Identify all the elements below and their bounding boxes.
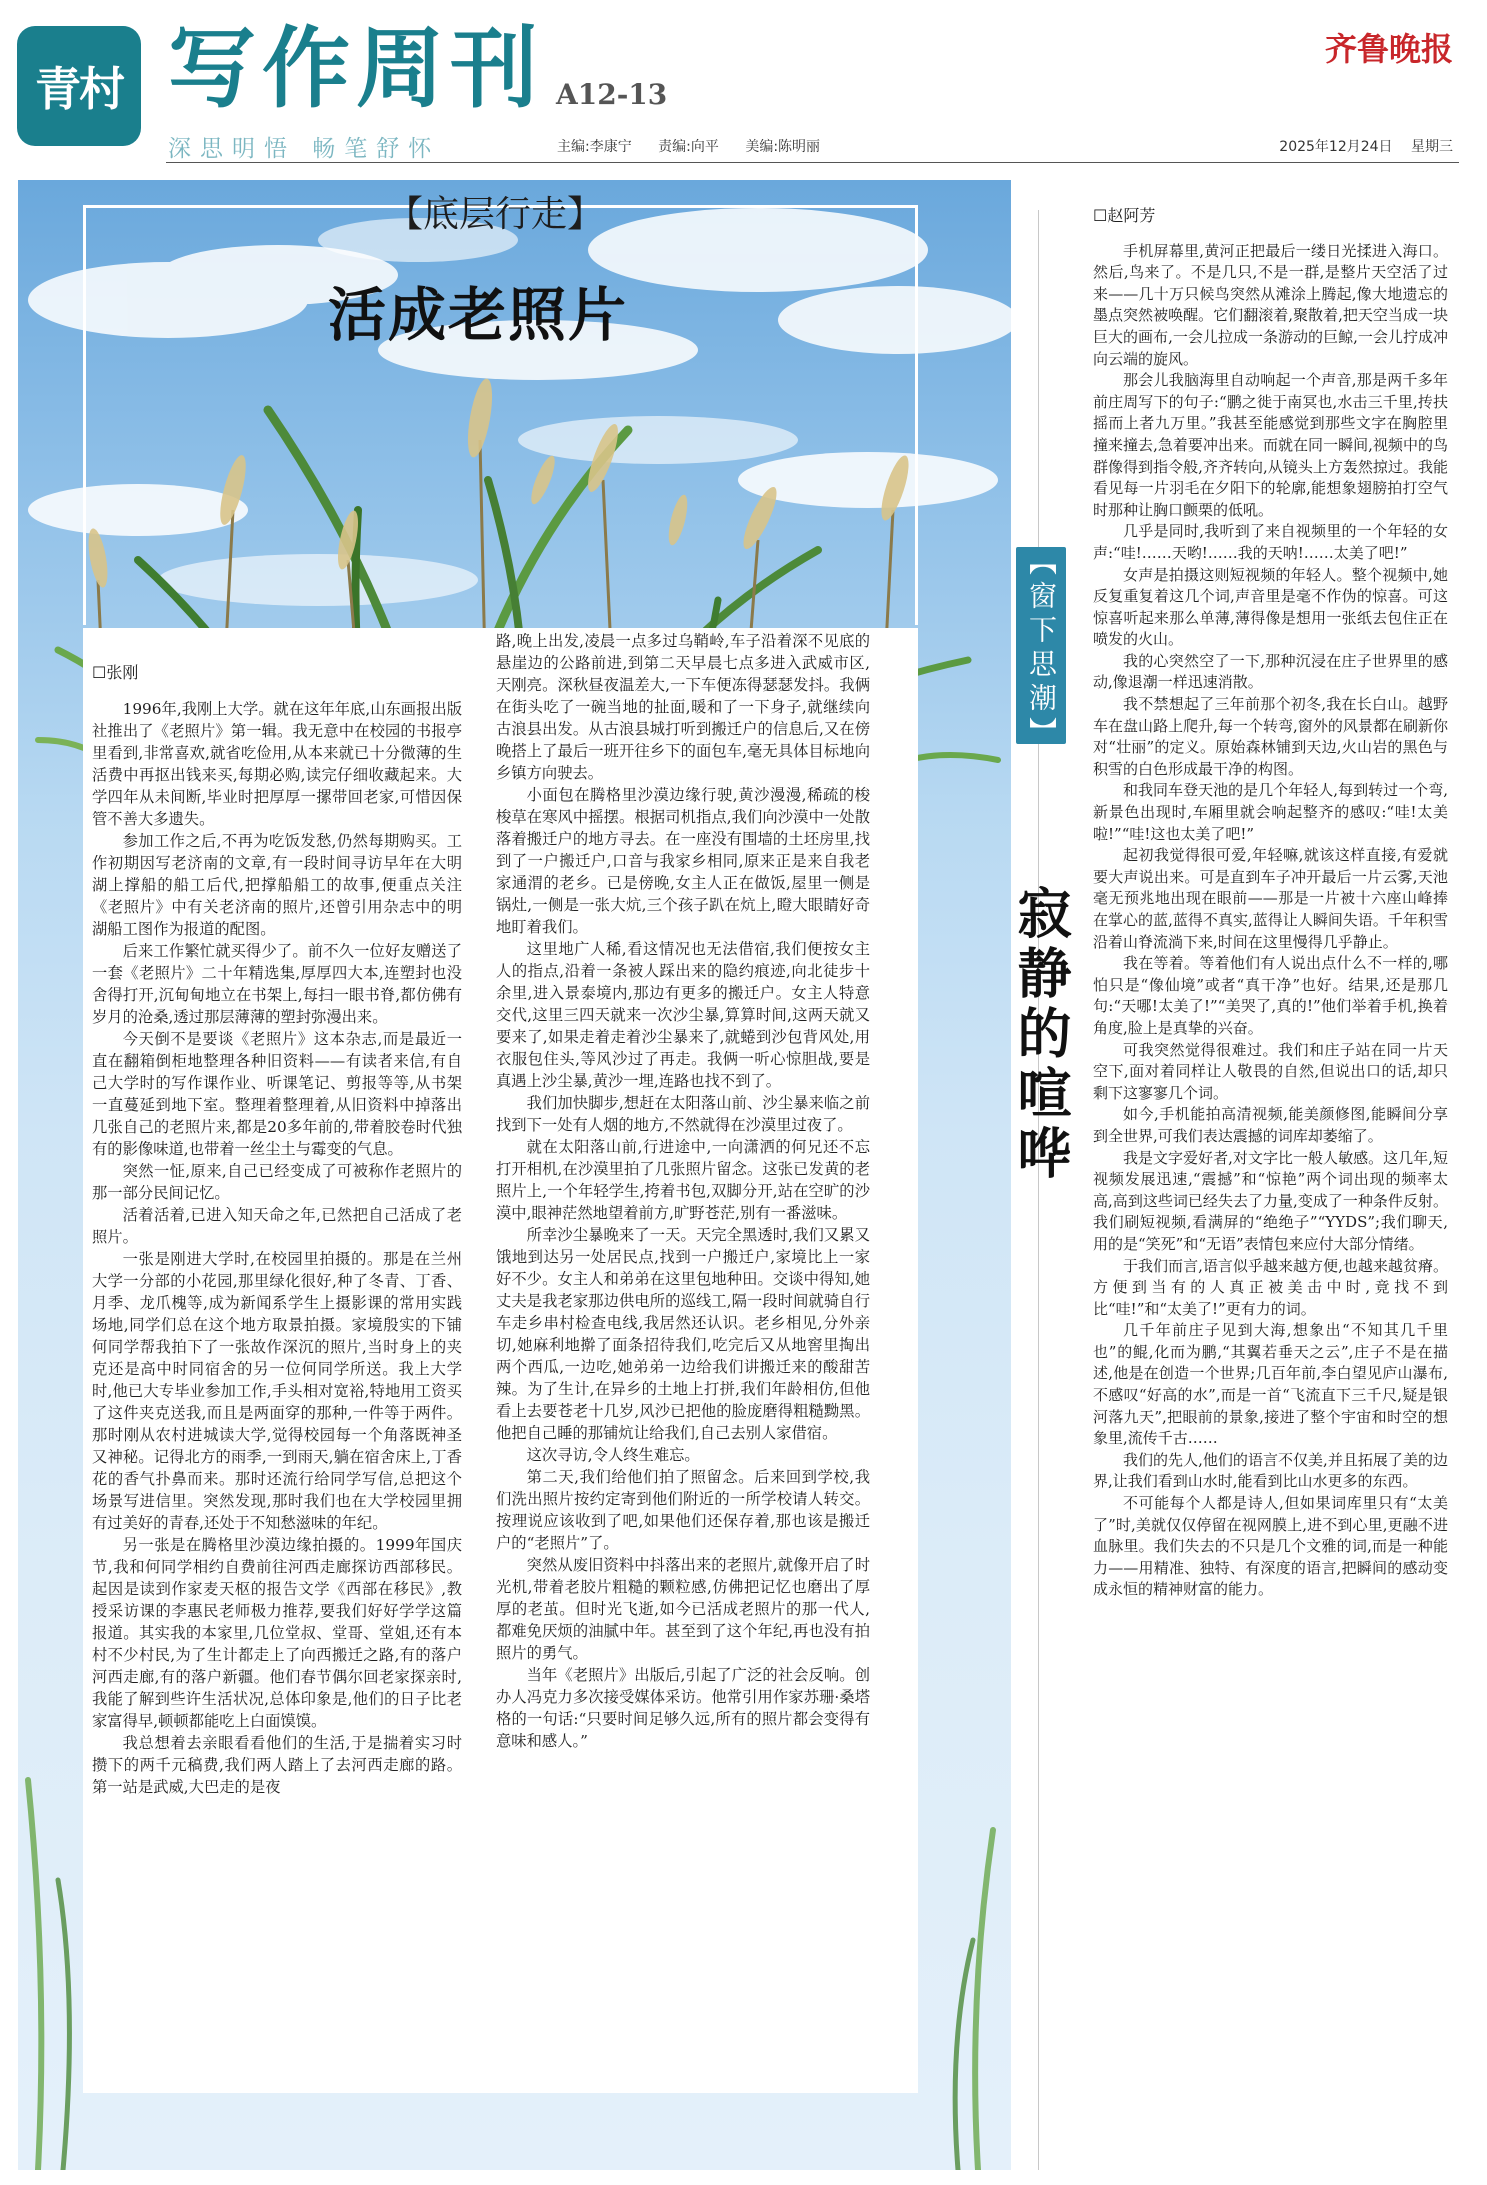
paragraph: 不可能每个人都是诗人,但如果词库里只有“太美了”时,美就仅仅停留在视网膜上,进不到心里,更融不进血脉里。我们失去的不只是几个文雅的词,而是一种能力——用精准、独特、有深度的语言,把瞬间的感动变成永恒的精神财富的能力。	[1093, 1494, 1448, 1599]
paragraph: 另一张是在腾格里沙漠边缘拍摄的。1999年国庆节,我和何同学相约自费前往河西走廊探访西部移民。起因是读到作家麦天枢的报告文学《西部在移民》,教授采访课的李惠民老师极力推荐,要我们好好学学这篇报道。其实我的本家里,几位堂叔、堂哥、堂姐,还有本村不少村民,为了生计都走上了向西搬迁之路,有的落户河西走廊,有的落户新疆。他们春节偶尔回老家探亲时,我能了解到些许生活状况,总体印象是,他们的日子比老家富得早,顿顿都能吃上白面馍馍。	[92, 1536, 462, 1730]
paragraph: 参加工作之后,不再为吃饭发愁,仍然每期购买。工作初期因写老济南的文章,有一段时间寻访早年在大明湖上撑船的船工后代,把撑船船工的故事,便重点关注《老照片》中有关老济南的照片,还曾引用杂志中的明湖船工图作为报道的配图。	[92, 832, 462, 938]
paragraph: 我的心突然空了一下,那种沉浸在庄子世界里的感动,像退潮一样迅速消散。	[1093, 651, 1448, 692]
paragraph: 这里地广人稀,看这情况也无法借宿,我们便按女主人的指点,沿着一条被人踩出来的隐约痕迹,向北徒步十余里,进入景泰境内,那边有更多的搬迁户。女主人特意交代,这里三四天就来一次沙尘暴,算算时间,这两天就又要来了,如果走着走着沙尘暴来了,就蜷到沙包背风处,用衣服包住头,等风沙过了再走。我俩一听心惊胆战,要是真遇上沙尘暴,黄沙一埋,连路也找不到了。	[496, 940, 870, 1090]
paragraph: 所幸沙尘暴晚来了一天。天完全黑透时,我们又累又饿地到达另一处居民点,找到一户搬迁户,家境比上一家好不少。女主人和弟弟在这里包地种田。交谈中得知,她丈夫是我老家那边供电所的巡线工,隔一段时间就骑自行车走乡串村检查电线,我居然还认识。老乡相见,分外亲切,她麻利地擀了面条招待我们,吃完后又从地窖里掏出两个西瓜,一边吃,她弟弟一边给我们讲搬迁来的酸甜苦辣。为了生计,在异乡的土地上打拼,我们年龄相仿,但他看上去要苍老十几岁,风沙已把他的脸庞磨得粗糙黝黑。他把自己睡的那铺炕让给我们,自己去别人家借宿。	[496, 1226, 870, 1442]
dateline	[1265, 136, 1453, 156]
paragraph: 手机屏幕里,黄河正把最后一缕日光揉进入海口。然后,鸟来了。不是几只,不是一群,是整片天空活了过来——几十万只候鸟突然从滩涂上腾起,像大地遗忘的墨点突然被唤醒。它们翻滚着,聚散着,把天空当成一块巨大的画布,一会儿拉成一条游动的巨鲸,一会儿拧成冲向云端的旋风。	[1093, 241, 1448, 368]
column-tag: 【底层行走】	[386, 194, 603, 235]
essay-column-tag: 【窗下思潮】	[1016, 547, 1066, 744]
paragraph: 女声是拍摄这则短视频的年轻人。整个视频中,她反复重复着这几个词,声音里是毫不作伪的惊喜。可这惊喜听起来那么单薄,薄得像是想用一张纸去包住正在喷发的火山。	[1093, 565, 1448, 649]
paragraph: 我们加快脚步,想赶在太阳落山前、沙尘暴来临之前找到下一处有人烟的地方,不然就得在沙漠里过夜了。	[496, 1094, 870, 1134]
paragraph: 就在太阳落山前,行进途中,一向潇洒的何兄还不忘打开相机,在沙漠里拍了几张照片留念。这张已发黄的老照片上,一个年轻学生,挎着书包,双脚分开,站在空旷的沙漠中,眼神茫然地望着前方,旷野苍茫,别有一番滋味。	[496, 1138, 870, 1222]
paragraph: 路,晚上出发,凌晨一点多过乌鞘岭,车子沿着深不见底的悬崖边的公路前进,到第二天早晨七点多进入武威市区,天刚亮。深秋昼夜温差大,一下车便冻得瑟瑟发抖。我俩在街头吃了一碗当地的扯面,暖和了一下身子,就继续向古浪县出发。从古浪县城打听到搬迁户的信息后,又在傍晚搭上了最后一班开往乡下的面包车,毫无具体目标地向乡镇方向驶去。	[496, 632, 870, 782]
paragraph: 如今,手机能拍高清视频,能美颜修图,能瞬间分享到全世界,可我们表达震撼的词库却萎缩了。	[1093, 1105, 1448, 1145]
feature-title: 活成老照片	[328, 281, 629, 349]
feature-byline: ☐张刚	[92, 663, 139, 682]
paragraph: 于我们而言,语言似乎越来越方便,也越来越贫瘠。方便到当有的人真正被美击中时,竟找不到比“哇!”和“太美了!”更有力的词。	[1093, 1256, 1448, 1318]
paragraph: 我总想着去亲眼看看他们的生活,于是揣着实习时攒下的两千元稿费,我们两人踏上了去河西走廊的路。第一站是武威,大巴走的是夜	[92, 1734, 462, 1796]
newspaper-name: 齐鲁晚报	[1324, 30, 1453, 68]
paragraph: 后来工作繁忙就买得少了。前不久一位好友赠送了一套《老照片》二十年精选集,厚厚四大本,连塑封也没舍得打开,沉甸甸地立在书架上,每扫一眼书脊,都仿佛有岁月的沧桑,透过那层薄薄的塑封弥漫出来。	[92, 942, 462, 1026]
paragraph: 突然一怔,原来,自己已经变成了可被称作老照片的那一部分民间记忆。	[92, 1162, 462, 1202]
paragraph: 我在等着。等着他们有人说出点什么不一样的,哪怕只是“像仙境”或者“真干净”也好。结果,还是那几句:“天哪!太美了!”“美哭了,真的!”他们举着手机,换着角度,脸上是真挚的兴奋。	[1093, 954, 1448, 1037]
essay-column	[1093, 205, 1448, 2165]
masthead-divider	[166, 162, 1459, 163]
paragraph: 活着活着,已进入知天命之年,已然把自己活成了老照片。	[92, 1206, 462, 1246]
paragraph: 可我突然觉得很难过。我们和庄子站在同一片天空下,面对着同样让人敬畏的自然,但说出口的话,却只剩下这寥寥几个词。	[1093, 1040, 1448, 1102]
paragraph: 这次寻访,令人终生难忘。	[526, 1446, 700, 1464]
chief-editor: 主编:李康宁	[557, 139, 632, 155]
paragraph: 一张是刚进大学时,在校园里拍摄的。那是在兰州大学一分部的小花园,那里绿化很好,种了冬青、丁香、月季、龙爪槐等,成为新闻系学生上摄影课的常用实践场地,同学们总在这个地方取景拍摄。家境殷实的下铺何同学帮我拍下了一张故作深沉的照片,当时身上的夹克还是高中时同宿舍的另一位何同学所送。我上大学时,他已大专毕业参加工作,手头相对宽裕,特地用工资买了这件夹克送我,而且是两面穿的那种,一件等于两件。那时刚从农村进城读大学,觉得校园每一个角落既神圣又神秘。记得北方的雨季,一到雨天,躺在宿舍床上,丁香花的香气扑鼻而来。那时还流行给同学写信,总把这个场景写进信里。突然发现,那时我们也在大学校园里拥有过美好的青春,还处于不知愁滋味的年纪。	[92, 1250, 462, 1532]
paragraph: 几乎是同时,我听到了来自视频里的一个年轻的女声:“哇!……天哟!……我的天呐!……太美了吧!”	[1093, 522, 1448, 562]
paragraph: 那会儿我脑海里自动响起一个声音,那是两千多年前庄周写下的句子:“鹏之徙于南冥也,水击三千里,抟扶摇而上者九万里。”我甚至能感觉到那些文字在胸腔里撞来撞去,急着要冲出来。而就在同一瞬间,视频中的鸟群像得到指令般,齐齐转向,从镜头上方轰然掠过。我能看见每一片羽毛在夕阳下的轮廓,能想象翅膀拍打空气时那种让胸口颤栗的低吼。	[1093, 371, 1448, 519]
paragraph: 我是文字爱好者,对文字比一般人敏感。这几年,短视频发展迅速,“震撼”和“惊艳”两个词出现的频率太高,高到这些词已经失去了力量,变成了一种条件反射。我们刷短视频,看满屏的“绝绝子”“YYDS”;我们聊天,用的是“笑死”和“无语”表情包来应付大部分情绪。	[1093, 1148, 1448, 1253]
duty-editor: 责编:向平	[658, 139, 719, 155]
essay-title: 寂静的喧哗	[1009, 885, 1072, 1185]
feature-column-1	[92, 662, 462, 2082]
paragraph: 几千年前庄子见到大海,想象出“不知其几千里也”的鲲,化而为鹏,“其翼若垂天之云”,庄子不是在描述,他是在创造一个世界;几百年前,李白望见庐山瀑布,不感叹“好高的水”,而是一首“飞流直下三千尺,疑是银河落九天”,把眼前的景象,接进了整个宇宙和时空的想象里,流传千古……	[1093, 1321, 1448, 1448]
editor-credits	[557, 136, 842, 156]
paragraph: 今天倒不是要谈《老照片》这本杂志,而是最近一直在翻箱倒柜地整理各种旧资料——有读者来信,有自己大学时的写作课作业、听课笔记、剪报等等,从书架一直蔓延到地下室。整理着整理着,从旧资料中掉落出几张自己的老照片来,都是20多年前的,带着胶卷时代独有的影像味道,也带着一丝尘土与霉变的气息。	[92, 1030, 462, 1158]
column-divider	[1038, 210, 1039, 2170]
feature-column-2	[496, 630, 870, 2090]
paragraph: 当年《老照片》出版后,引起了广泛的社会反响。创办人冯克力多次接受媒体采访。他常引用作家苏珊·桑塔格的一句话:“只要时间足够久远,所有的照片都会变得有意味和感人。”	[496, 1666, 870, 1750]
essay-byline: ☐赵阿芳	[1093, 206, 1156, 225]
paragraph: 我不禁想起了三年前那个初冬,我在长白山。越野车在盘山路上爬升,每一个转弯,窗外的风景都在刷新你对“壮丽”的定义。原始森林铺到天边,火山岩的黑色与积雪的白色形成最干净的构图。	[1093, 695, 1448, 778]
issue-weekday: 星期三	[1411, 139, 1453, 155]
paragraph: 1996年,我刚上大学。就在这年年底,山东画报出版社推出了《老照片》第一辑。我无意中在校园的书报亭里看到,非常喜欢,就省吃俭用,从本来就已十分微薄的生活费中再抠出钱来买,每期必购,读完仔细收藏起来。大学四年从未间断,毕业时把厚厚一摞带回老家,可惜因保管不善大多遗失。	[92, 700, 462, 828]
section-title: 写作周刊	[168, 17, 545, 120]
paragraph: 小面包在腾格里沙漠边缘行驶,黄沙漫漫,稀疏的梭梭草在寒风中摇摆。根据司机指点,我们向沙漠中一处散落着搬迁户的地方寻去。在一座没有围墙的土坯房里,找到了一户搬迁户,口音与我家乡相同,原来正是来自我老家通渭的老乡。已是傍晚,女主人正在做饭,屋里一侧是锅灶,一侧是一张大炕,三个孩子趴在炕上,瞪大眼睛好奇地盯着我们。	[496, 786, 870, 936]
issue-date: 2025年12月24日	[1279, 139, 1393, 155]
section-slogan: 深思明悟 畅笔舒怀	[168, 136, 441, 162]
paragraph: 第二天,我们给他们拍了照留念。后来回到学校,我们洗出照片按约定寄到他们附近的一所学校请人转交。按理说应该收到了吧,如果他们还保存着,那也该是搬迁户的“老照片”了。	[496, 1468, 870, 1552]
paragraph: 和我同车登天池的是几个年轻人,每到转过一个弯,新景色出现时,车厢里就会响起整齐的感叹:“哇!太美啦!”“哇!这也太美了吧!”	[1093, 781, 1448, 843]
paragraph: 起初我觉得很可爱,年轻嘛,就该这样直接,有爱就要大声说出来。可是直到车子冲开最后一片云雾,天池毫无预兆地出现在眼前——那是一片被十六座山峰捧在掌心的蓝,蓝得不真实,蓝得让人瞬间失语。千年积雪沿着山脊流淌下来,时间在这里慢得几乎静止。	[1093, 846, 1448, 951]
publication-logo: 青村	[17, 26, 141, 146]
paragraph: 我们的先人,他们的语言不仅美,并且拓展了美的边界,让我们看到山水时,能看到比山水更多的东西。	[1093, 1450, 1448, 1491]
art-editor: 美编:陈明丽	[745, 139, 821, 155]
paragraph: 突然从废旧资料中抖落出来的老照片,就像开启了时光机,带着老胶片粗糙的颗粒感,仿佛把记忆也磨出了厚厚的老茧。但时光飞逝,如今已活成老照片的那一代人,都难免厌烦的油腻中年。甚至到了这个年纪,再也没有拍照片的勇气。	[496, 1556, 870, 1662]
page-code: A12-13	[556, 78, 668, 111]
